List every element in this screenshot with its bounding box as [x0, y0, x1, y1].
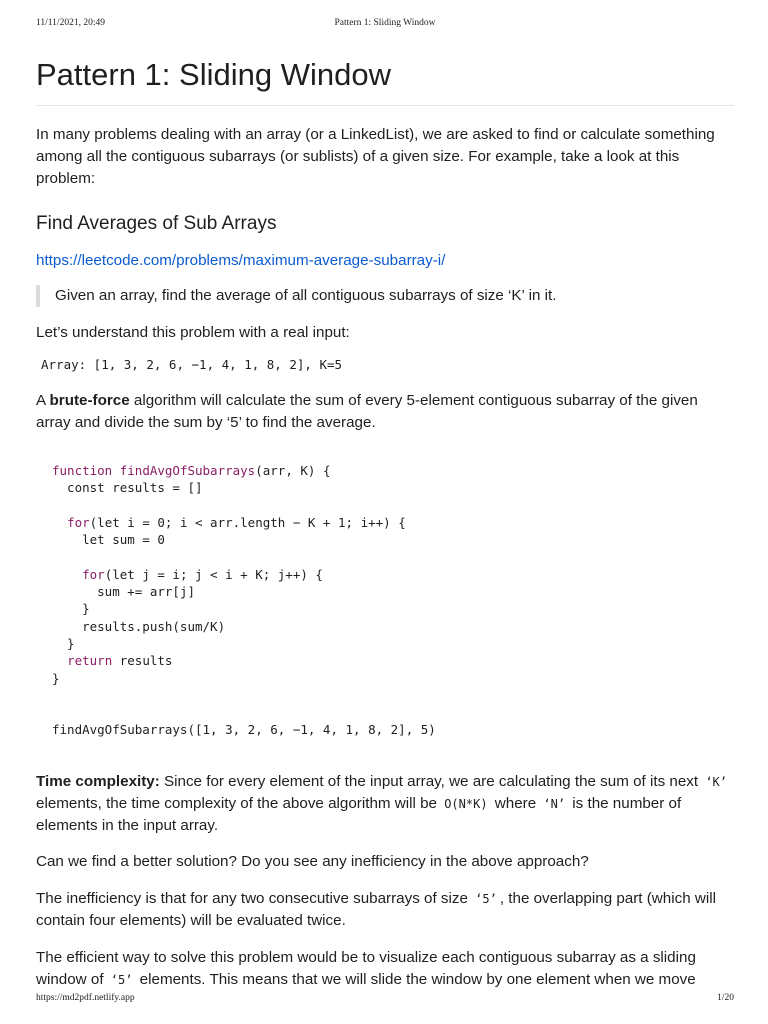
code-line	[52, 514, 734, 531]
brute-rest: algorithm will calculate the sum of every 5-element contiguous subarray of the given array and divide the sum by ‘5’ to find the average.	[36, 392, 698, 431]
code-keyword: for	[67, 514, 90, 530]
complexity-paragraph	[36, 771, 734, 837]
print-doc-title: Pattern 1: Sliding Window	[334, 18, 436, 28]
inline-code-onk: O(N*K)	[444, 796, 488, 811]
code-text: results	[112, 653, 173, 669]
brute-force-paragraph	[36, 390, 734, 434]
inline-code-five: ‘5’	[475, 891, 497, 906]
inefficiency-text: , the overlapping part (which will contain four elements) will be evaluated twice.	[36, 889, 716, 929]
code-line	[52, 652, 734, 669]
code-block	[36, 462, 734, 739]
inline-code-five: ‘5’	[110, 972, 133, 987]
print-page-number: 1/20	[717, 993, 734, 1003]
brute-a: A	[36, 392, 50, 409]
inline-code-k: ‘K’	[705, 774, 727, 789]
brute-force-term: brute-force	[49, 392, 130, 409]
print-datetime: 11/11/2021, 20:49	[36, 18, 105, 28]
complexity-text: Since for every element of the input array, we are calculating the sum of its next	[159, 772, 703, 790]
question-paragraph: Can we find a better solution? Do you see any inefficiency in the above approach?	[36, 852, 589, 870]
print-header	[36, 18, 734, 32]
code-text: (let j = i; j < i + K; j++) {	[104, 566, 323, 582]
code-keyword: return	[67, 653, 113, 669]
code-call-line: findAvgOfSubarrays([1, 3, 2, 6, −1, 4, 1, 8, 2], 5)	[52, 722, 436, 738]
code-line: }	[52, 601, 90, 617]
code-line	[52, 566, 734, 583]
understand-paragraph: Let’s understand this problem with a real input:	[36, 324, 350, 341]
complexity-label: Time complexity:	[36, 772, 160, 790]
efficient-paragraph	[36, 947, 734, 991]
complexity-text: where	[490, 794, 541, 812]
inefficiency-text: The inefficiency is that for any two consecutive subarrays of size	[36, 889, 473, 907]
efficient-text: elements. This means that we will slide the window by one element when we move	[135, 970, 696, 988]
problem-link-line	[36, 250, 734, 272]
code-line	[52, 704, 734, 721]
efficient-text: The efficient way to solve this problem would be to visualize each contiguous subarray as a sliding window of	[36, 948, 696, 988]
blockquote	[36, 285, 734, 307]
code-line: }	[52, 635, 75, 651]
inline-code-n: ‘N’	[543, 796, 566, 811]
section-heading: Find Averages of Sub Arrays	[36, 213, 277, 234]
code-line: const results = []	[52, 480, 203, 496]
intro-paragraph: In many problems dealing with an array (or a LinkedList), we are asked to find or calculate something among all the contiguous subarrays (or sublists) of a given size. For example, take a look at this problem:	[36, 126, 715, 187]
code-line: results.push(sum/K)	[52, 618, 226, 634]
code-line	[52, 687, 734, 704]
code-line: sum += arr[j]	[52, 584, 195, 600]
code-line	[52, 548, 734, 565]
quote-text: Given an array, find the average of all contiguous subarrays of size ‘K’ in it.	[55, 287, 557, 304]
code-line	[52, 497, 734, 514]
code-line	[52, 462, 734, 479]
complexity-text: elements, the time complexity of the above algorithm will be	[36, 794, 442, 812]
problem-link[interactable]: https://leetcode.com/problems/maximum-average-subarray-i/	[36, 252, 446, 269]
code-line: }	[52, 670, 60, 686]
code-function-name: findAvgOfSubarrays	[119, 463, 256, 478]
document-body	[36, 55, 734, 991]
inefficiency-paragraph	[36, 888, 734, 932]
print-url: https://md2pdf.netlify.app	[36, 993, 135, 1003]
complexity-text: is the number of elements in the input array.	[36, 794, 682, 834]
input-example: Array: [1, 3, 2, 6, −1, 4, 1, 8, 2], K=5	[41, 357, 343, 372]
code-keyword: for	[82, 566, 105, 582]
code-signature: (arr, K) {	[255, 463, 331, 478]
print-footer	[36, 993, 734, 1007]
code-keyword: function	[52, 463, 113, 478]
code-text: (let i = 0; i < arr.length − K + 1; i++) {	[89, 514, 406, 530]
code-line: let sum = 0	[52, 532, 165, 548]
page-title: Pattern 1: Sliding Window	[36, 55, 734, 106]
